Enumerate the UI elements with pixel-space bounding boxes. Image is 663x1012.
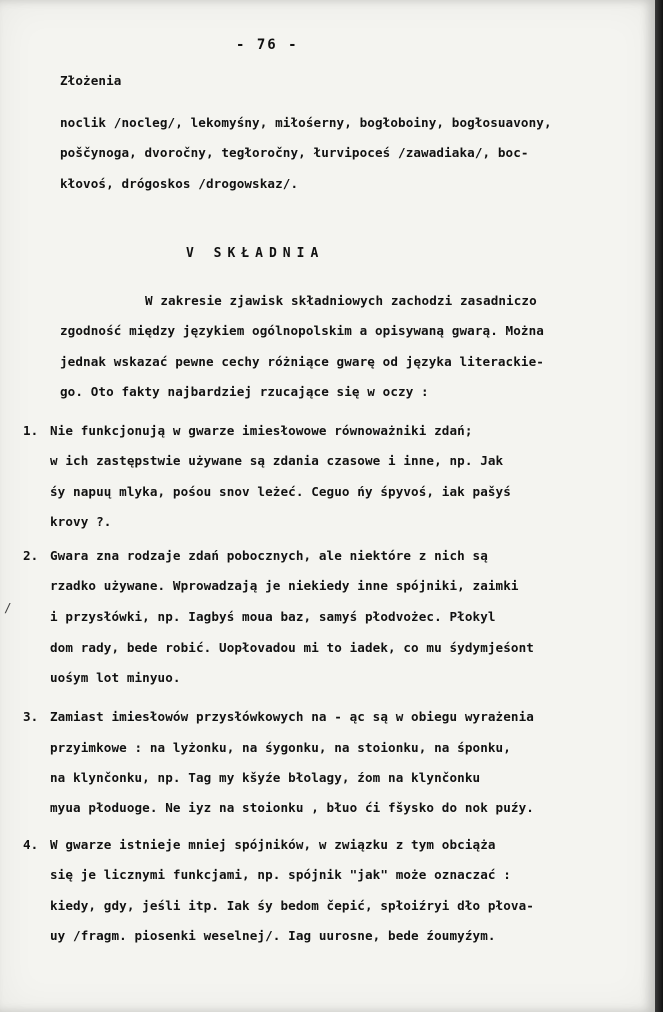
text-line: się je licznymi funkcjami, np. spójnik "jak" może oznaczać : xyxy=(50,867,511,882)
text-line: w ich zastępstwie używane są zdania czasowe i inne, np. Jak xyxy=(50,453,504,468)
text-line: śy napuų mlyka, pośou snov leżeć. Ceguo ńy śpyvoś, iak pašyś xyxy=(50,484,511,499)
text-line: na klynčonku, np. Tag my kšyźe błolagy, źom na klynčonku xyxy=(50,770,481,785)
chapter-title: V SKŁADNIA xyxy=(186,246,325,261)
text-line: W zakresie zjawisk składniowych zachodzi zasadniczo xyxy=(145,293,537,308)
section-heading: Złożenia xyxy=(60,73,122,88)
text-line: dom rady, bede robić. Uopłovadou mi to iadek, co mu śydymjeśont xyxy=(50,640,534,655)
text-line: rzadko używane. Wprowadzają je niekiedy inne spójniki, zaimki xyxy=(50,578,519,593)
page-number: - 76 - xyxy=(236,37,299,53)
text-line: kłovoś, drógoskos /drogowskaz/. xyxy=(60,176,299,191)
text-line: Zamiast imiesłowów przysłówkowych na - ąc są w obiegu wyrażenia xyxy=(50,709,534,724)
text-line: poščynoga, dvoročny, tegłoročny, łurvipoceś /zawadiaka/, boc- xyxy=(60,145,529,160)
text-line: jednak wskazać pewne cechy różniące gwarę od języka literackie- xyxy=(60,354,544,369)
text-line: W gwarze istnieje mniej spójników, w związku z tym obciąża xyxy=(50,837,496,852)
text-line: zgodność między językiem ogólnopolskim a opisywaną gwarą. Można xyxy=(60,323,544,338)
item-number: 2. xyxy=(23,548,39,563)
text-line: Nie funkcjonują w gwarze imiesłowowe równoważniki zdań; xyxy=(50,423,473,438)
text-line: przyimkowe : na lyżonku, na śygonku, na stoionku, na śponku, xyxy=(50,740,511,755)
item-number: 4. xyxy=(23,837,39,852)
item-number: 1. xyxy=(23,423,39,438)
text-line: uy /fragm. piosenki weselnej/. Iag uurosne, bede źoumyźym. xyxy=(50,928,496,943)
text-line: Gwara zna rodzaje zdań pobocznych, ale niektóre z nich są xyxy=(50,548,488,563)
text-line: uośym lot minyuo. xyxy=(50,670,181,685)
text-line: noclik /nocleg/, lekomyśny, miłośerny, bogłoboiny, bogłosuavony, xyxy=(60,115,552,130)
text-line: kiedy, gdy, jeśli itp. Iak śy bedom čepić, spłoiźryi dło płova- xyxy=(50,898,534,913)
page-edge-shadow xyxy=(655,0,663,1012)
item-number: 3. xyxy=(23,709,39,724)
text-line: krovy ?. xyxy=(50,514,112,529)
text-line: myua płoduoge. Ne iyz na stoionku , błuo ći fšysko do nok puźy. xyxy=(50,800,534,815)
text-line: go. Oto fakty najbardziej rzucające się w oczy : xyxy=(60,384,429,399)
text-line: i przysłówki, np. Iagbyś moua baz, samyś płodvożec. Płokyl xyxy=(50,609,496,624)
margin-pencil-mark: / xyxy=(4,600,12,615)
